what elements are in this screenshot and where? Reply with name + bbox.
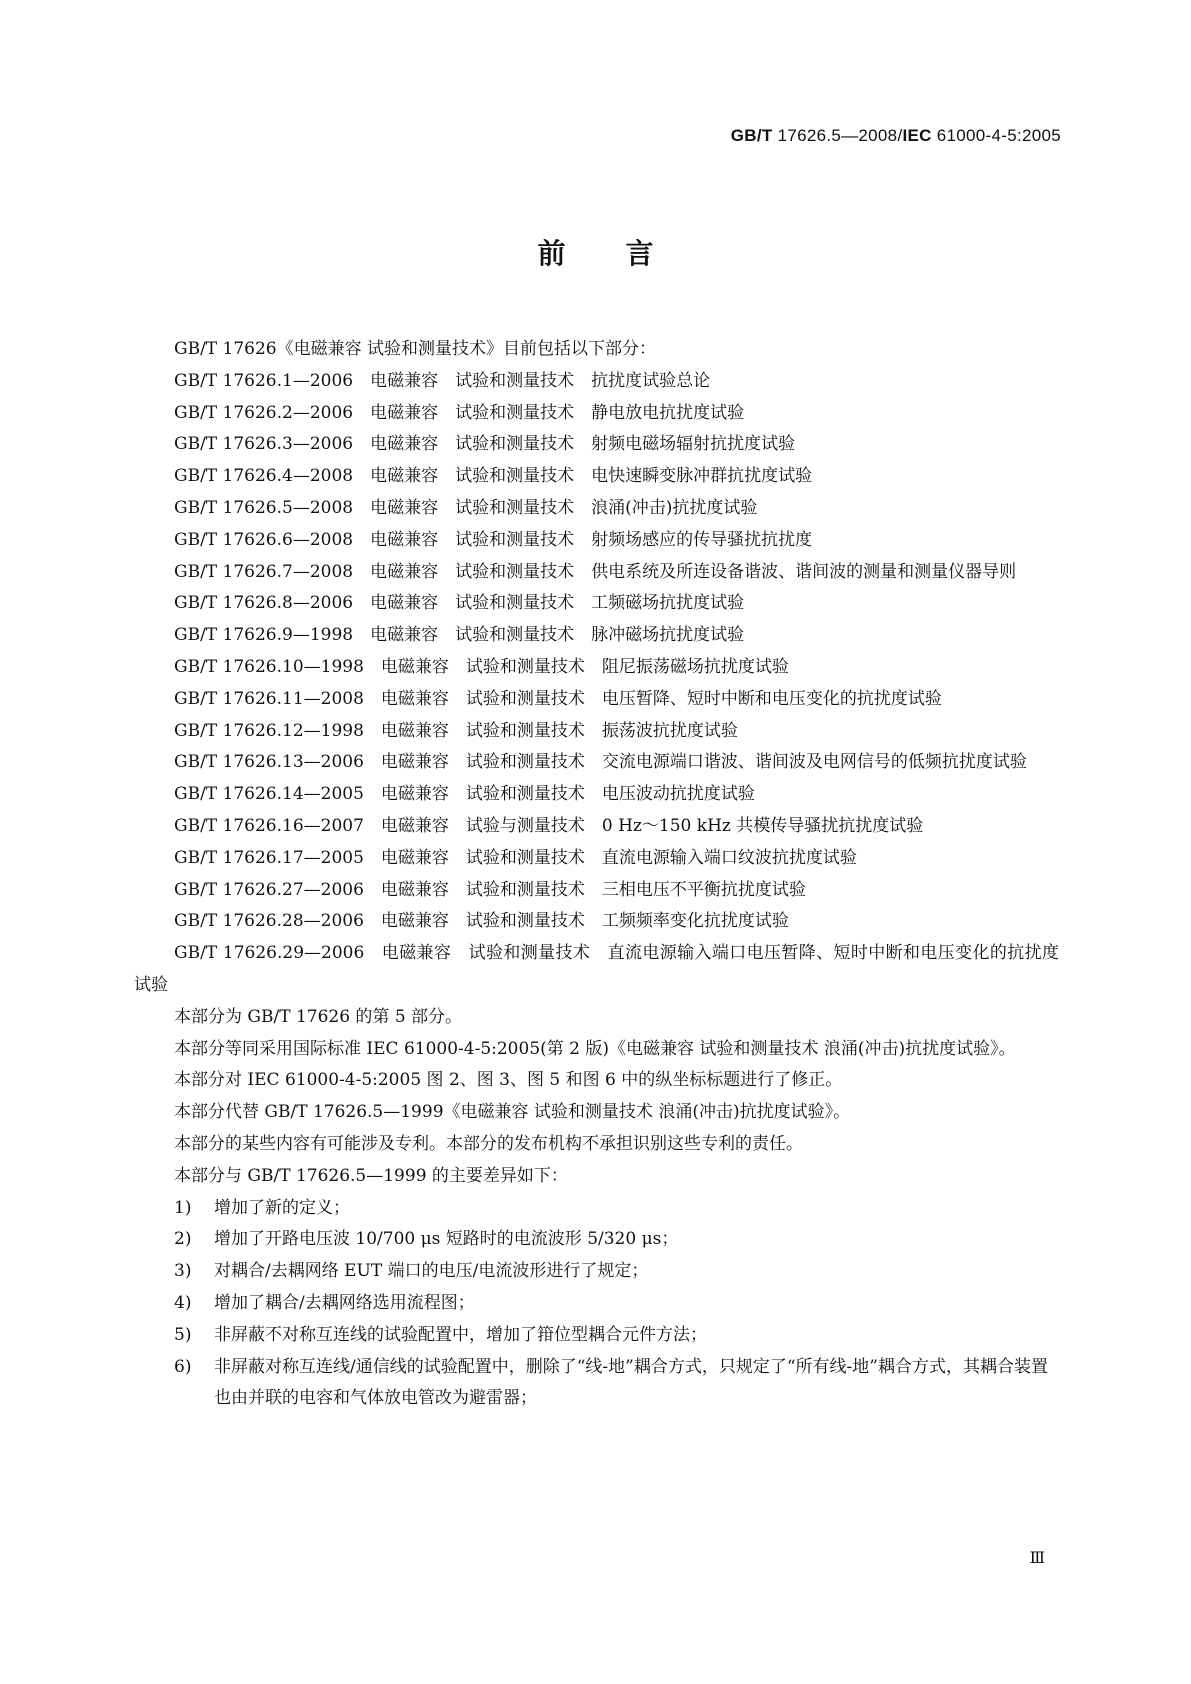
part-name: 静电放电抗扰度试验 bbox=[591, 402, 745, 423]
part-code: GB/T 17626.11—2008 bbox=[174, 688, 364, 709]
part-series: 电磁兼容 bbox=[370, 466, 439, 487]
part-series: 电磁兼容 bbox=[370, 402, 439, 423]
part-code: GB/T 17626.3—2006 bbox=[174, 434, 354, 455]
document-body bbox=[134, 334, 1059, 1415]
part-entry bbox=[134, 652, 1059, 684]
part-series: 电磁兼容 bbox=[370, 625, 439, 646]
part-series: 电磁兼容 bbox=[370, 434, 439, 455]
difference-item bbox=[134, 1224, 1059, 1256]
part-topic: 试验和测量技术 bbox=[455, 593, 575, 614]
part-series: 电磁兼容 bbox=[370, 593, 439, 614]
part-code: GB/T 17626.9—1998 bbox=[174, 625, 354, 646]
item-number: 1) bbox=[174, 1197, 192, 1218]
part-series: 电磁兼容 bbox=[380, 688, 449, 709]
part-topic: 试验和测量技术 bbox=[465, 688, 585, 709]
part-topic: 试验与测量技术 bbox=[465, 815, 585, 836]
part-name: 交流电源端口谐波、谐间波及电网信号的低频抗扰度试验 bbox=[601, 752, 1027, 773]
part-topic: 试验和测量技术 bbox=[455, 434, 575, 455]
body-paragraph: 本部分代替 GB/T 17626.5—1999《电磁兼容 试验和测量技术 浪涌(冲击)抗扰度试验》。 bbox=[174, 1102, 851, 1123]
difference-item bbox=[134, 1352, 1059, 1416]
body-paragraph: 本部分与 GB/T 17626.5—1999 的主要差异如下： bbox=[174, 1165, 568, 1186]
part-topic: 试验和测量技术 bbox=[455, 370, 575, 391]
part-code: GB/T 17626.28—2006 bbox=[174, 911, 364, 932]
part-code: GB/T 17626.12—1998 bbox=[174, 720, 364, 741]
part-code: GB/T 17626.1—2006 bbox=[174, 370, 354, 391]
page-number: Ⅲ bbox=[1029, 1548, 1045, 1567]
part-entry bbox=[134, 938, 1059, 1002]
part-entry bbox=[134, 366, 1059, 398]
part-topic: 试验和测量技术 bbox=[468, 943, 591, 964]
part-topic: 试验和测量技术 bbox=[455, 466, 575, 487]
item-number: 2) bbox=[174, 1229, 192, 1250]
body-paragraph: 本部分的某些内容有可能涉及专利。本部分的发布机构不承担识别这些专利的责任。 bbox=[174, 1133, 803, 1154]
part-series: 电磁兼容 bbox=[370, 561, 439, 582]
difference-item bbox=[134, 1320, 1059, 1352]
part-series: 电磁兼容 bbox=[370, 370, 439, 391]
part-topic: 试验和测量技术 bbox=[465, 720, 585, 741]
std-id-tail: 61000-4-5:2005 bbox=[931, 126, 1061, 145]
part-name: 电快速瞬变脉冲群抗扰度试验 bbox=[591, 466, 813, 487]
part-name: 射频电磁场辐射抗扰度试验 bbox=[591, 434, 796, 455]
part-code: GB/T 17626.14—2005 bbox=[174, 784, 364, 805]
item-text: 非屏蔽不对称互连线的试验配置中，增加了箝位型耦合元件方法； bbox=[214, 1324, 707, 1345]
std-id-iec: IEC bbox=[902, 126, 932, 145]
part-name: 0 Hz～150 kHz 共模传导骚扰抗扰度试验 bbox=[601, 815, 924, 836]
part-name: 直流电源输入端口纹波抗扰度试验 bbox=[601, 847, 857, 868]
part-entry bbox=[134, 684, 1059, 716]
std-id-prefix: GB/T bbox=[730, 126, 773, 145]
part-name: 三相电压不平衡抗扰度试验 bbox=[601, 879, 806, 900]
difference-item bbox=[134, 1193, 1059, 1225]
parts-list bbox=[134, 366, 1059, 1002]
item-number: 3) bbox=[174, 1261, 192, 1282]
item-number: 5) bbox=[174, 1324, 192, 1345]
part-code: GB/T 17626.7—2008 bbox=[174, 561, 354, 582]
part-entry bbox=[134, 747, 1059, 779]
part-series: 电磁兼容 bbox=[380, 911, 449, 932]
part-name: 工频磁场抗扰度试验 bbox=[591, 593, 745, 614]
part-code: GB/T 17626.29—2006 bbox=[174, 943, 365, 964]
part-series: 电磁兼容 bbox=[370, 497, 439, 518]
part-code: GB/T 17626.16—2007 bbox=[174, 815, 364, 836]
part-name: 浪涌(冲击)抗扰度试验 bbox=[591, 497, 758, 518]
part-name: 供电系统及所连设备谐波、谐间波的测量和测量仪器导则 bbox=[591, 561, 1017, 582]
part-topic: 试验和测量技术 bbox=[465, 656, 585, 677]
body-paragraph: 本部分对 IEC 61000-4-5:2005 图 2、图 3、图 5 和图 6 中的纵坐标标题进行了修正。 bbox=[174, 1070, 843, 1091]
part-name: 振荡波抗扰度试验 bbox=[601, 720, 738, 741]
item-text: 非屏蔽对称互连线/通信线的试验配置中，删除了“线-地”耦合方式，只规定了“所有线-地”耦合方式，其耦合装置也由并联的电容和气体放电管改为避雷器； bbox=[214, 1356, 1048, 1409]
part-series: 电磁兼容 bbox=[380, 656, 449, 677]
intro-paragraph: GB/T 17626《电磁兼容 试验和测量技术》目前包括以下部分： bbox=[174, 339, 657, 359]
part-name: 脉冲磁场抗扰度试验 bbox=[591, 625, 745, 646]
part-entry bbox=[134, 557, 1059, 589]
part-entry bbox=[134, 875, 1059, 907]
part-code: GB/T 17626.5—2008 bbox=[174, 497, 354, 518]
part-topic: 试验和测量技术 bbox=[455, 402, 575, 423]
part-series: 电磁兼容 bbox=[380, 784, 449, 805]
part-entry bbox=[134, 779, 1059, 811]
paragraph-list bbox=[134, 1002, 1059, 1193]
part-entry bbox=[134, 525, 1059, 557]
part-topic: 试验和测量技术 bbox=[455, 497, 575, 518]
part-name: 阻尼振荡磁场抗扰度试验 bbox=[601, 656, 789, 677]
part-entry bbox=[134, 461, 1059, 493]
part-code: GB/T 17626.4—2008 bbox=[174, 466, 354, 487]
part-topic: 试验和测量技术 bbox=[465, 847, 585, 868]
part-series: 电磁兼容 bbox=[380, 847, 449, 868]
part-series: 电磁兼容 bbox=[381, 943, 452, 964]
standard-identifier bbox=[731, 126, 1061, 146]
body-paragraph: 本部分为 GB/T 17626 的第 5 部分。 bbox=[174, 1006, 463, 1027]
part-entry bbox=[134, 620, 1059, 652]
part-series: 电磁兼容 bbox=[380, 752, 449, 773]
part-name: 射频场感应的传导骚扰抗扰度 bbox=[591, 529, 813, 550]
part-topic: 试验和测量技术 bbox=[455, 529, 575, 550]
std-id-number: 17626.5—2008/ bbox=[772, 126, 903, 145]
part-topic: 试验和测量技术 bbox=[465, 752, 585, 773]
part-code: GB/T 17626.6—2008 bbox=[174, 529, 354, 550]
difference-item bbox=[134, 1256, 1059, 1288]
part-topic: 试验和测量技术 bbox=[455, 625, 575, 646]
item-number: 4) bbox=[174, 1292, 192, 1313]
part-series: 电磁兼容 bbox=[380, 815, 449, 836]
part-code: GB/T 17626.13—2006 bbox=[174, 752, 364, 773]
part-entry bbox=[134, 398, 1059, 430]
part-entry bbox=[134, 811, 1059, 843]
part-code: GB/T 17626.10—1998 bbox=[174, 656, 364, 677]
part-topic: 试验和测量技术 bbox=[465, 879, 585, 900]
part-entry bbox=[134, 588, 1059, 620]
part-entry bbox=[134, 906, 1059, 938]
differences-list bbox=[134, 1193, 1059, 1416]
difference-item bbox=[134, 1288, 1059, 1320]
part-entry bbox=[134, 716, 1059, 748]
part-name: 工频频率变化抗扰度试验 bbox=[601, 911, 789, 932]
item-number: 6) bbox=[174, 1356, 192, 1377]
part-name: 直流电源输入端口电压暂降、短时中断和电压变化的抗扰度试验 bbox=[134, 943, 1060, 995]
part-series: 电磁兼容 bbox=[370, 529, 439, 550]
part-entry bbox=[134, 843, 1059, 875]
part-topic: 试验和测量技术 bbox=[465, 911, 585, 932]
part-entry bbox=[134, 429, 1059, 461]
item-text: 对耦合/去耦网络 EUT 端口的电压/电流波形进行了规定； bbox=[214, 1261, 649, 1282]
item-text: 增加了新的定义； bbox=[214, 1197, 350, 1218]
part-topic: 试验和测量技术 bbox=[465, 784, 585, 805]
part-topic: 试验和测量技术 bbox=[455, 561, 575, 582]
part-series: 电磁兼容 bbox=[380, 720, 449, 741]
item-text: 增加了耦合/去耦网络选用流程图； bbox=[214, 1292, 475, 1313]
part-entry bbox=[134, 493, 1059, 525]
part-name: 电压波动抗扰度试验 bbox=[601, 784, 755, 805]
part-code: GB/T 17626.27—2006 bbox=[174, 879, 364, 900]
part-name: 抗扰度试验总论 bbox=[591, 370, 711, 391]
part-code: GB/T 17626.17—2005 bbox=[174, 847, 364, 868]
page-title: 前言 bbox=[537, 237, 714, 270]
part-code: GB/T 17626.2—2006 bbox=[174, 402, 354, 423]
item-text: 增加了开路电压波 10/700 μs 短路时的电流波形 5/320 μs； bbox=[214, 1229, 679, 1250]
part-name: 电压暂降、短时中断和电压变化的抗扰度试验 bbox=[601, 688, 942, 709]
body-paragraph: 本部分等同采用国际标准 IEC 61000-4-5:2005(第 2 版)《电磁兼容 试验和测量技术 浪涌(冲击)抗扰度试验》。 bbox=[174, 1038, 1016, 1059]
part-code: GB/T 17626.8—2006 bbox=[174, 593, 354, 614]
part-series: 电磁兼容 bbox=[380, 879, 449, 900]
